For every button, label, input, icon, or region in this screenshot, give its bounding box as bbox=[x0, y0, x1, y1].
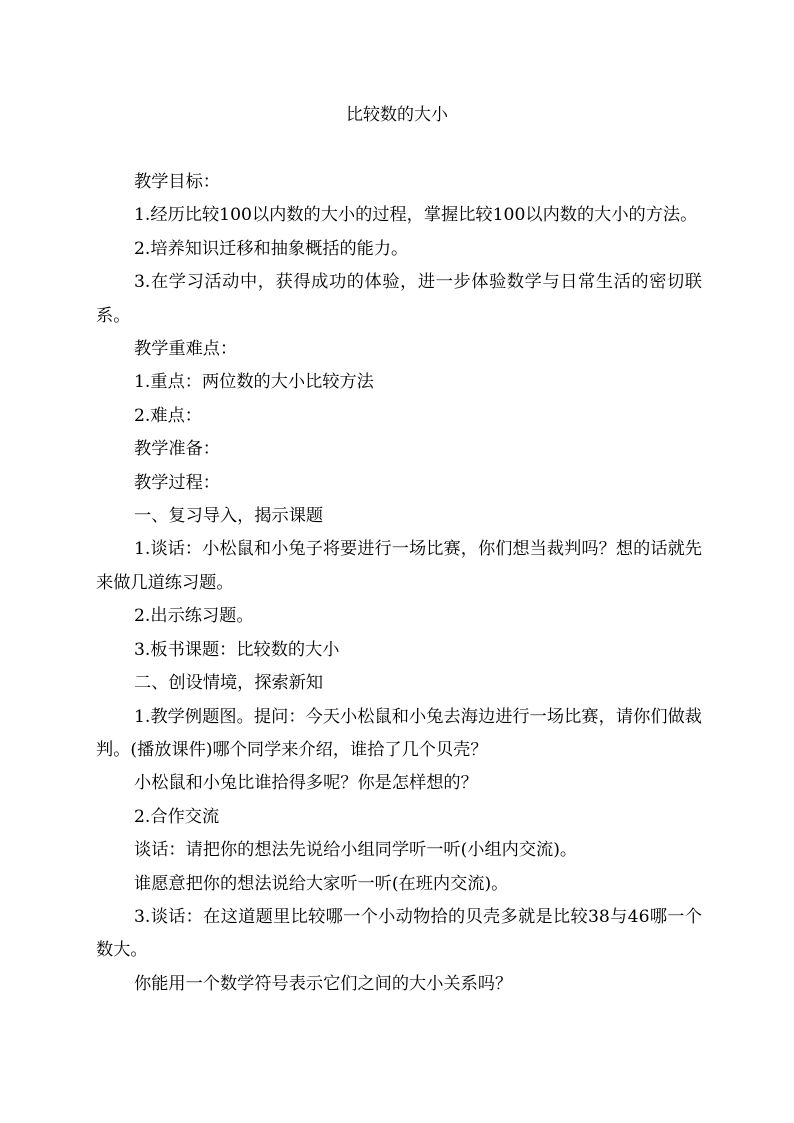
paragraph: 2.难点： bbox=[134, 405, 202, 426]
paragraph: 谈话：请把你的想法先说给小组同学听一听(小组内交流)。 bbox=[134, 840, 578, 861]
paragraph: 谁愿意把你的想法说给大家听一听(在班内交流)。 bbox=[134, 873, 509, 894]
paragraph: 小松鼠和小兔比谁拾得多呢？你是怎样想的？ bbox=[134, 773, 478, 794]
subsection-heading: 一、复习导入，揭示课题 bbox=[134, 506, 324, 527]
paragraph: 3.在学习活动中，获得成功的体验，进一步体验数学与日常生活的密切联系。 bbox=[96, 272, 702, 326]
paragraph: 1.谈话：小松鼠和小兔子将要进行一场比赛，你们想当裁判吗？想的话就先来做几道练习题。 bbox=[96, 539, 702, 593]
paragraph: 2.培养知识迁移和抽象概括的能力。 bbox=[134, 238, 409, 259]
section-heading-objectives: 教学目标： bbox=[134, 172, 220, 192]
subsection-heading: 二、创设情境，探索新知 bbox=[134, 673, 324, 694]
paragraph: 2.合作交流 bbox=[134, 806, 220, 827]
paragraph: 1.教学例题图。提问：今天小松鼠和小兔去海边进行一场比赛，请你们做裁判。(播放课件)哪个同学来介绍，谁拾了几个贝壳？ bbox=[96, 706, 702, 760]
paragraph: 3.板书课题：比较数的大小 bbox=[134, 639, 340, 660]
section-heading-process: 教学过程： bbox=[134, 472, 220, 493]
section-heading-key-points: 教学重难点： bbox=[134, 339, 238, 360]
section-heading-preparation: 教学准备： bbox=[134, 439, 220, 460]
document-title: 比较数的大小 bbox=[346, 105, 448, 125]
paragraph: 2.出示练习题。 bbox=[134, 606, 254, 627]
paragraph: 你能用一个数学符号表示它们之间的大小关系吗？ bbox=[134, 973, 513, 994]
paragraph: 3.谈话：在这道题里比较哪一个小动物拾的贝壳多就是比较38与46哪一个数大。 bbox=[96, 906, 702, 961]
paragraph: 1.重点：两位数的大小比较方法 bbox=[134, 372, 374, 393]
document-body bbox=[96, 166, 702, 1001]
paragraph: 1.经历比较100以内数的大小的过程，掌握比较100以内数的大小的方法。 bbox=[134, 205, 698, 226]
